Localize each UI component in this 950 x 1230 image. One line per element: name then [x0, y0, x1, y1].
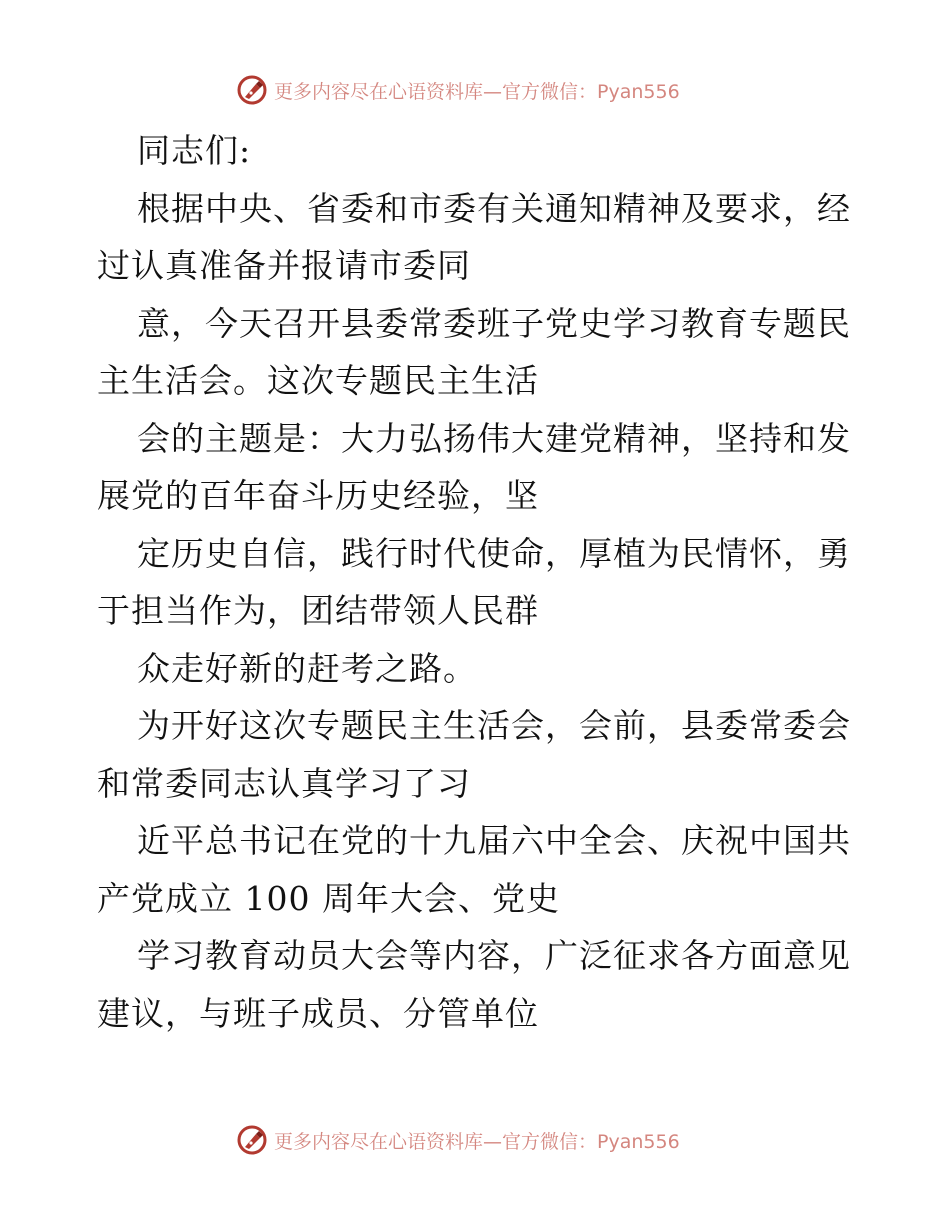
- body-line: 定历史自信，践行时代使命，厚植为民情怀，勇: [137, 533, 851, 573]
- footer-banner-text: 更多内容尽在心语资料库—官方微信：Pyan556: [274, 1130, 680, 1153]
- body-line: 众走好新的赶考之路。: [137, 648, 477, 688]
- header-banner-text: 更多内容尽在心语资料库—官方微信：Pyan556: [274, 80, 680, 103]
- body-line: 产党成立 100 周年大会、党史: [97, 878, 560, 918]
- footer-banner: [236, 1122, 680, 1158]
- body-line: 主生活会。这次专题民主生活: [97, 361, 539, 400]
- body-line: 会的主题是：大力弘扬伟大建党精神，坚持和发: [137, 418, 851, 458]
- body-line: 展党的百年奋斗历史经验，坚: [97, 476, 539, 515]
- body-line: 和常委同志认真学习了习: [97, 763, 471, 803]
- pen-nib-logo-icon: [236, 74, 268, 106]
- body-line: 过认真准备并报请市委同: [97, 246, 471, 285]
- document-body: [97, 122, 857, 1042]
- header-banner: [236, 72, 680, 108]
- body-line: 根据中央、省委和市委有关通知精神及要求，经: [137, 188, 851, 228]
- body-line: 学习教育动员大会等内容，广泛征求各方面意见: [137, 936, 851, 975]
- body-line: 建议，与班子成员、分管单位: [97, 993, 539, 1033]
- body-line: 于担当作为，团结带领人民群: [97, 591, 539, 630]
- body-line: 意，今天召开县委常委班子党史学习教育专题民: [137, 303, 851, 343]
- pen-nib-logo-icon: [236, 1124, 268, 1156]
- body-line: 近平总书记在党的十九届六中全会、庆祝中国共: [137, 821, 851, 860]
- body-line: 同志们:: [137, 131, 252, 170]
- body-line: 为开好这次专题民主生活会，会前，县委常委会: [137, 706, 851, 745]
